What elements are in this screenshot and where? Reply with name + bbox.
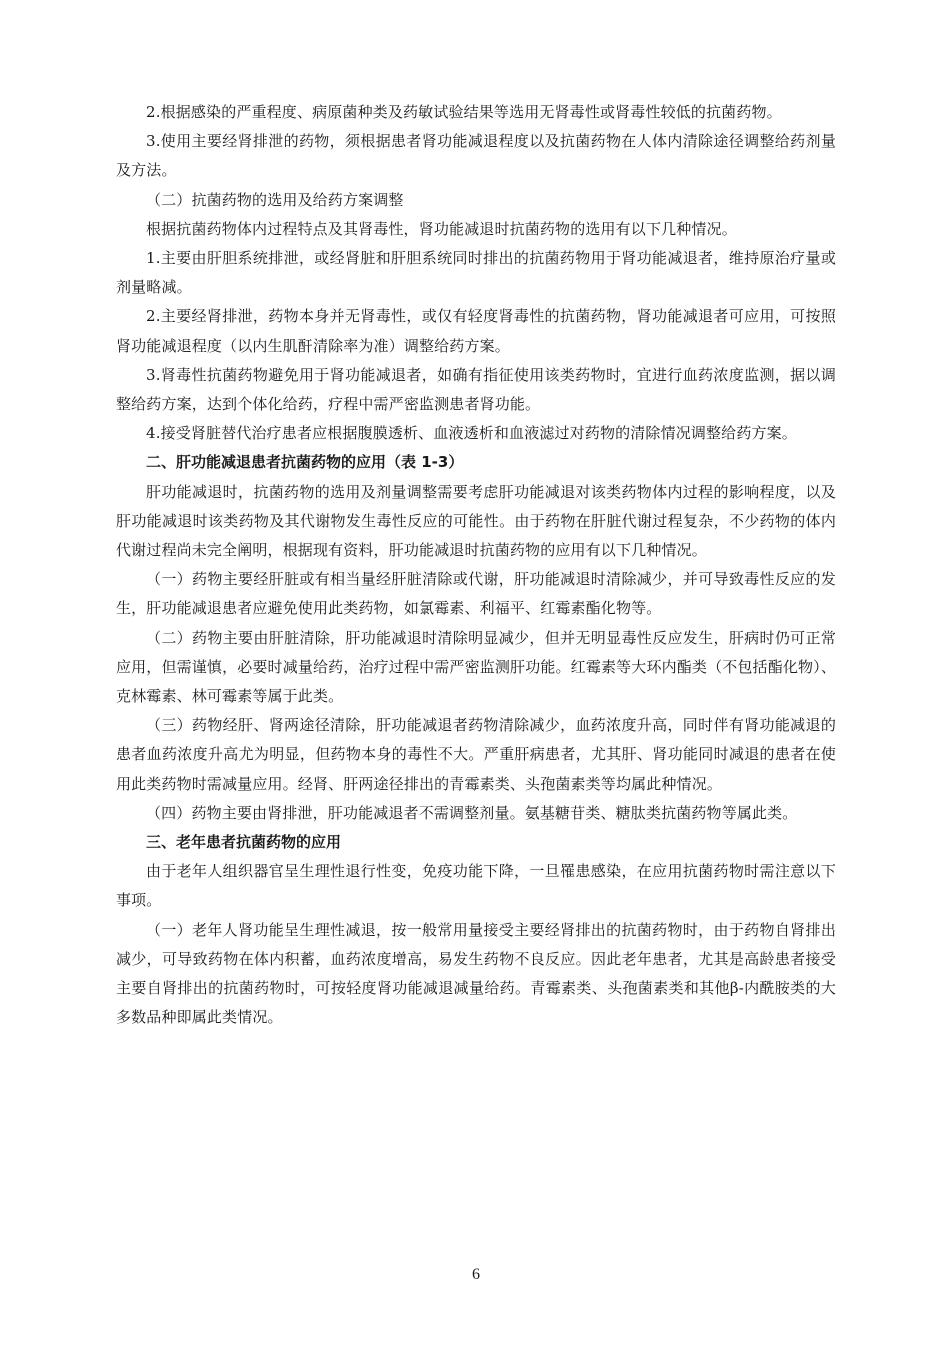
page-number: 6 <box>472 1266 480 1283</box>
paragraph-liver-4: （四）药物主要由肾排泄，肝功能减退者不需调整剂量。氨基糖苷类、糖肽类抗菌药物等属此类。 <box>146 803 798 822</box>
paragraph-liver-intro: 肝功能减退时，抗菌药物的选用及剂量调整需要考虑肝功能减退对该类药物体内过程的影响程度，以及肝功能减退时该类药物及其代谢物发生毒性反应的可能性。由于药物在肝脏代谢过程复杂，不少药物的体内代谢过程尚未完全阐明，根据现有资料，肝功能减退时抗菌药物的应用有以下几种情况。 <box>116 482 836 560</box>
paragraph-item-2: 2.根据感染的严重程度、病原菌种类及药敏试验结果等选用无肾毒性或肾毒性较低的抗菌药物。 <box>146 103 782 121</box>
paragraph-liver-1: （一）药物主要经肝脏或有相当量经肝脏清除或代谢，肝功能减退时清除减少，并可导致毒性反应的发生，肝功能减退患者应避免使用此类药物，如氯霉素、利福平、红霉素酯化物等。 <box>116 570 836 618</box>
section-heading-liver: 二、肝功能减退患者抗菌药物的应用（表 1-3） <box>146 453 464 472</box>
paragraph-item-3: 3.使用主要经肾排泄的药物，须根据患者肾功能减退程度以及抗菌药物在人体内清除途径调整给药剂量及方法。 <box>116 132 836 180</box>
paragraph-item-4: 4.接受肾脏替代治疗患者应根据腹膜透析、血液透析和血液滤过对药物的清除情况调整给药方案。 <box>146 424 797 443</box>
paragraph-elderly-1: （一）老年人肾功能呈生理性减退，按一般常用量接受主要经肾排出的抗菌药物时，由于药物自肾排出减少，可导致药物在体内积蓄，血药浓度增高，易发生药物不良反应。因此老年患者，尤其是高龄患者接受主要自肾排出的抗菌药物时，可按轻度肾功能减退减量给药。青霉素类、头孢菌素类和其他β-内酰胺类的大多数品种即属此类情况。 <box>116 920 836 1027</box>
document-body <box>116 98 836 1033</box>
paragraph-item-2b: 2.主要经肾排泄，药物本身并无肾毒性，或仅有轻度肾毒性的抗菌药物，肾功能减退者可应用，可按照肾功能减退程度（以内生肌酐清除率为准）调整给药方案。 <box>116 307 836 355</box>
section-heading-elderly: 三、老年患者抗菌药物的应用 <box>146 833 342 852</box>
paragraph-intro: 根据抗菌药物体内过程特点及其肾毒性，肾功能减退时抗菌药物的选用有以下几种情况。 <box>146 219 737 238</box>
paragraph-liver-3: （三）药物经肝、肾两途径清除，肝功能减退者药物清除减少，血药浓度升高，同时伴有肾功能减退的患者血药浓度升高尤为明显，但药物本身的毒性不大。严重肝病患者，尤其肝、肾功能同时减退的患者在使用此类药物时需减量应用。经肾、肝两途径排出的青霉素类、头孢菌素类等均属此种情况。 <box>116 716 836 793</box>
paragraph-elderly-intro: 由于老年人组织器官呈生理性退行性变，免疫功能下降，一旦罹患感染，在应用抗菌药物时需注意以下事项。 <box>116 862 836 910</box>
paragraph-item-3b: 3.肾毒性抗菌药物避免用于肾功能减退者，如确有指征使用该类药物时，宜进行血药浓度监测，据以调整给药方案，达到个体化给药，疗程中需严密监测患者肾功能。 <box>116 365 836 414</box>
subsection-heading-dosage: （二）抗菌药物的选用及给药方案调整 <box>146 190 404 209</box>
paragraph-liver-2: （二）药物主要由肝脏清除，肝功能减退时清除明显减少，但并无明显毒性反应发生，肝病时仍可正常应用，但需谨慎，必要时减量给药，治疗过程中需严密监测肝功能。红霉素等大环内酯类（不包括酯化物）、克林霉素、林可霉素等属于此类。 <box>116 628 836 706</box>
paragraph-item-1: 1.主要由肝胆系统排泄，或经肾脏和肝胆系统同时排出的抗菌药物用于肾功能减退者，维持原治疗量或剂量略减。 <box>116 249 836 297</box>
